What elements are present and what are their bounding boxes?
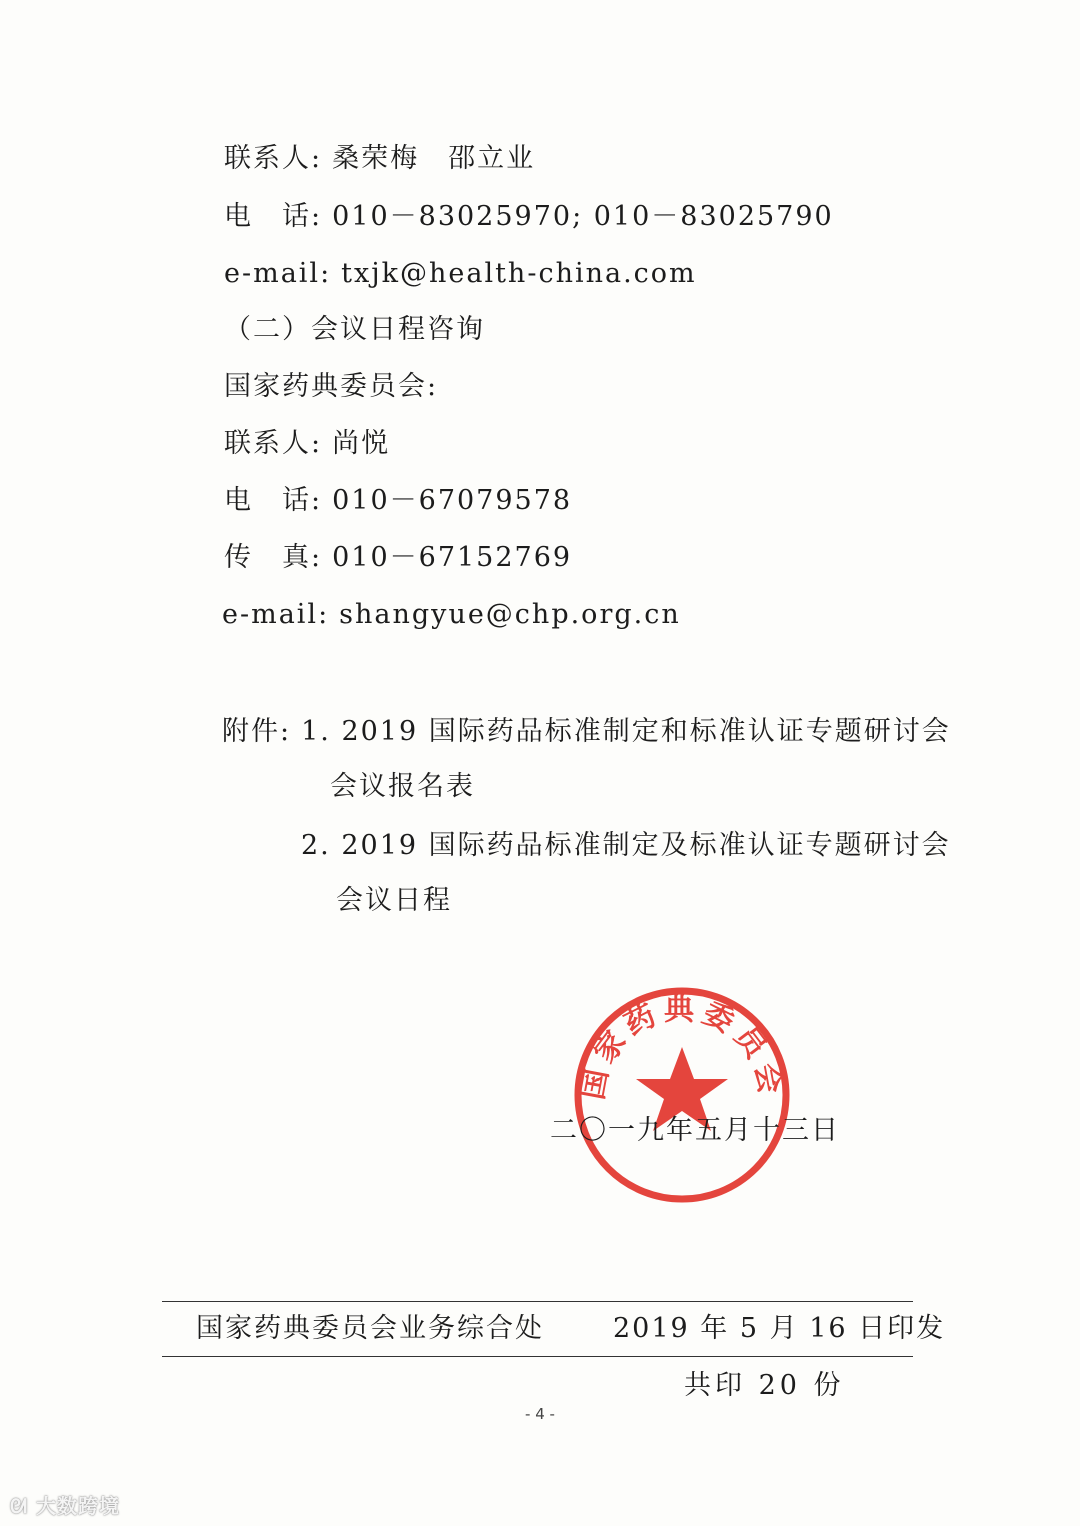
contact2-fax-value: 010－67152769 [332, 542, 573, 573]
footer-issuer: 国家药典委员会业务综合处 [196, 1313, 544, 1344]
contact2-fax-label: 传 真: [224, 542, 323, 573]
contact1-email-value: txjk@health-china.com [341, 258, 697, 289]
org-name: 国家药典委员会: [224, 371, 439, 402]
contact2-fax-row [224, 541, 572, 575]
attachments-row-1 [222, 715, 951, 749]
attachment-2-line1: 2. 2019 国际药品标准制定及标准认证专题研讨会 [301, 830, 951, 861]
contact1-phone-value: 010－83025970; 010－83025790 [332, 201, 834, 232]
contact2-person-label: 联系人: [224, 428, 323, 459]
seal-text: 国家药典委员会 [575, 992, 789, 1103]
document-date: 二〇一九年五月十三日 [550, 1115, 840, 1146]
attachments-label: 附件: [222, 716, 292, 747]
page-number: - 4 - [525, 1405, 555, 1423]
section-two-heading: （二）会议日程咨询 [224, 314, 485, 345]
contact2-phone-label: 电 话: [224, 485, 323, 516]
contact2-email-row [222, 598, 681, 632]
attachment-2-line2: 会议日程 [336, 885, 452, 916]
official-seal [572, 985, 792, 1205]
watermark-text: 大数跨境 [36, 1494, 120, 1518]
contact1-email-row [224, 257, 697, 291]
contact1-person-value: 桑荣梅 邵立业 [332, 143, 536, 174]
contact2-person-value: 尚悦 [332, 428, 391, 459]
watermark-logo-icon: ᘛ [10, 1494, 29, 1518]
contact2-phone-value: 010－67079578 [332, 485, 573, 516]
footer-top-rule [162, 1301, 913, 1302]
contact1-person-row [224, 142, 535, 176]
contact1-person-label: 联系人: [224, 143, 323, 174]
attachment-1-line1: 1. 2019 国际药品标准制定和标准认证专题研讨会 [301, 716, 951, 747]
contact2-phone-row [224, 484, 572, 518]
contact1-phone-row [224, 200, 834, 234]
watermark [10, 1490, 120, 1519]
footer-bottom-rule [162, 1356, 913, 1357]
contact1-email-label: e-mail: [224, 258, 332, 289]
contact2-email-value: shangyue@chp.org.cn [339, 599, 681, 630]
footer-printed-date: 2019 年 5 月 16 日印发 [613, 1313, 946, 1344]
attachment-1-line2: 会议报名表 [330, 771, 475, 802]
footer-copies: 共印 20 份 [684, 1370, 845, 1401]
contact2-person-row [224, 427, 390, 461]
contact2-email-label: e-mail: [222, 599, 330, 630]
contact1-phone-label: 电 话: [224, 201, 323, 232]
